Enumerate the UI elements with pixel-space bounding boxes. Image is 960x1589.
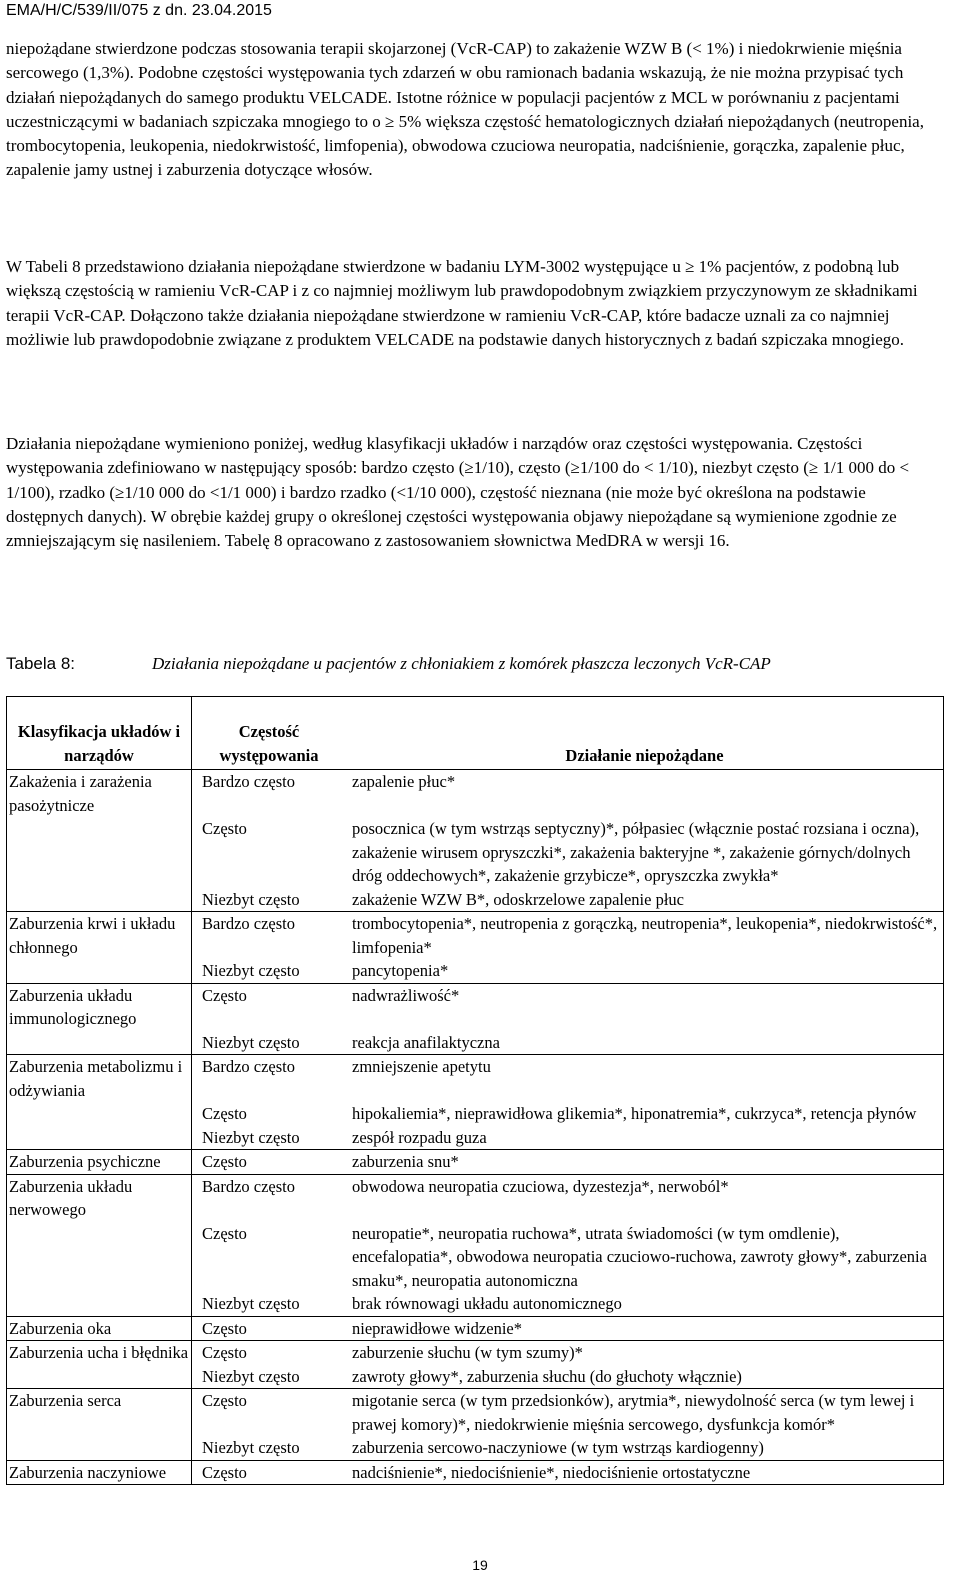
cell-adverse-event: nieprawidłowe widzenie*: [346, 1316, 944, 1341]
cell-frequency: Często: [192, 983, 347, 1031]
cell-adverse-event: brak równowagi układu autonomicznego: [346, 1292, 944, 1316]
table-row: [7, 1292, 944, 1316]
cell-adverse-event: zaburzenie słuchu (w tym szumy)*: [346, 1341, 944, 1365]
table-row: [7, 1341, 944, 1365]
cell-soc: Zaburzenia serca: [7, 1389, 192, 1437]
cell-frequency: Bardzo często: [192, 1174, 347, 1222]
cell-adverse-event: zaburzenia snu*: [346, 1150, 944, 1175]
table-row: [7, 1150, 944, 1175]
cell-soc: Zaburzenia układu immunologicznego: [7, 983, 192, 1031]
paragraph-1: niepożądane stwierdzone podczas stosowania terapii skojarzonej (VcR-CAP) to zakażenie WZW B (< 1%) i niedokrwienie mięśnia sercowego (1,3%). Podobne częstości występowania tych zdarzeń w obu ramionach badania wskazują, że nie można przypisać tych działań niepożądanych do samego produktu VELCADE. Istotne różnice w populacji pacjentów z MCL w porównaniu z pacjentami uczestniczącymi w badaniach szpiczaka mnogiego to o ≥ 5% większa częstość hematologicznych działań niepożądanych (neutropenia, trombocytopenia, leukopenia, niedokrwistość, limfopenia), obwodowa czuciowa neuropatia, nadciśnienie, gorączka, zapalenie płuc, zapalenie jamy ustnej i zaburzenia dotyczące włosów.: [6, 39, 924, 180]
table-row: [7, 1389, 944, 1437]
table-row: [7, 1055, 944, 1103]
cell-frequency: Niezbyt często: [202, 1366, 300, 1386]
cell-adverse-event: nadwrażliwość*: [346, 983, 944, 1031]
cell-soc: [7, 817, 192, 888]
cell-frequency: Niezbyt często: [202, 1032, 300, 1052]
cell-frequency: Niezbyt często: [202, 1294, 300, 1313]
cell-adverse-event: neuropatie*, neuropatia ruchowa*, utrata świadomości (w tym omdlenie), encefalopatia*, obwodowa neuropatia czuciowo-ruchowa, zawroty głowy*, zaburzenia smaku*, neuropatia autonomiczna: [346, 1222, 944, 1293]
table-body: [7, 770, 944, 1485]
cell-frequency: Często: [202, 819, 247, 838]
cell-adverse-event: obwodowa neuropatia czuciowa, dyzestezja*, nerwoból*: [346, 1174, 944, 1222]
cell-frequency: Niezbyt często: [202, 961, 300, 980]
cell-soc: [7, 1436, 192, 1460]
table-row: [7, 1126, 944, 1150]
cell-frequency: Często: [192, 1460, 347, 1485]
table-row: [7, 1365, 944, 1389]
cell-soc: [7, 1126, 192, 1150]
cell-adverse-event: zawroty głowy*, zaburzenia słuchu (do głuchoty włącznie): [346, 1365, 944, 1389]
table-title: Działania niepożądane u pacjentów z chłoniakiem z komórek płaszcza leczonych VcR-CAP: [152, 654, 771, 673]
cell-frequency: Często: [192, 1341, 347, 1365]
table-row: [7, 1436, 944, 1460]
table-row: [7, 912, 944, 960]
paragraph-2: W Tabeli 8 przedstawiono działania niepożądane stwierdzone w badaniu LYM-3002 występujące u ≥ 1% pacjentów, z podobną lub większą częstością w ramieniu VcR-CAP i z co najmniej możliwym lub prawdopodobnym związkiem przyczynowym ze składnikami terapii VcR-CAP. Dołączono także działania niepożądane stwierdzone w ramieniu VcR-CAP, które badacze uznali za co najmniej możliwie lub prawdopodobnie związane z produktem VELCADE na podstawie danych historycznych z badań szpiczaka mnogiego.: [6, 257, 918, 349]
header-soc: Klasyfikacja układów i narządów: [7, 697, 192, 770]
document-header: EMA/H/C/539/II/075 z dn. 23.04.2015: [6, 2, 272, 19]
table-row: [7, 770, 944, 818]
cell-soc: [7, 1292, 192, 1316]
cell-soc: Zaburzenia krwi i układu chłonnego: [7, 912, 192, 960]
cell-soc: Zaburzenia ucha i błędnika: [7, 1341, 192, 1365]
cell-frequency: Niezbyt często: [202, 1127, 300, 1147]
cell-frequency: Niezbyt często: [202, 889, 300, 909]
cell-adverse-event: nadciśnienie*, niedociśnienie*, niedociśnienie ortostatyczne: [346, 1460, 944, 1485]
cell-soc: Zaburzenia psychiczne: [7, 1150, 192, 1175]
cell-frequency: Bardzo często: [192, 770, 347, 818]
cell-adverse-event: zakażenie WZW B*, odoskrzelowe zapalenie płuc: [346, 888, 944, 912]
cell-adverse-event: zapalenie płuc*: [346, 770, 944, 818]
cell-frequency: Bardzo często: [192, 1055, 347, 1103]
cell-frequency: Często: [192, 1389, 347, 1437]
cell-soc: Zaburzenia naczyniowe: [7, 1460, 192, 1485]
table-row: [7, 1031, 944, 1055]
table-row: [7, 959, 944, 983]
table-row: [7, 1102, 944, 1126]
cell-soc: Zaburzenia metabolizmu i odżywiania: [7, 1055, 192, 1103]
cell-adverse-event: posocznica (w tym wstrząs septyczny)*, półpasiec (włącznie postać rozsiana i oczna), zakażenie wirusem opryszczki*, zakażenia bakteryjne *, zakażenie górnych/dolnych dróg oddechowych*, zakażenie grzybicze*, opryszczka zwykła*: [346, 817, 944, 888]
cell-frequency: Często: [192, 1316, 347, 1341]
cell-frequency: Często: [202, 1223, 247, 1243]
cell-soc: [7, 1031, 192, 1055]
cell-soc: Zaburzenia oka: [7, 1316, 192, 1341]
cell-soc: [7, 1365, 192, 1389]
cell-soc: [7, 1102, 192, 1126]
table-header-row: [7, 697, 944, 770]
table-row: [7, 817, 944, 888]
cell-adverse-event: trombocytopenia*, neutropenia z gorączką, neutropenia*, leukopenia*, niedokrwistość*, limfopenia*: [346, 912, 944, 960]
header-adverse-event: Działanie niepożądane: [346, 697, 944, 770]
table-label: Tabela 8:: [6, 654, 75, 673]
cell-frequency: Bardzo często: [192, 912, 347, 960]
cell-adverse-event: zmniejszenie apetytu: [346, 1055, 944, 1103]
cell-soc: [7, 1222, 192, 1293]
cell-frequency: Często: [192, 1150, 347, 1175]
cell-adverse-event: reakcja anafilaktyczna: [346, 1031, 944, 1055]
table-row: [7, 983, 944, 1031]
table-row: [7, 888, 944, 912]
cell-soc: [7, 888, 192, 912]
cell-soc: Zakażenia i zarażenia pasożytnicze: [7, 770, 192, 818]
paragraph-3: Działania niepożądane wymieniono poniżej, według klasyfikacji układów i narządów oraz częstości występowania. Częstości występowania zdefiniowano w następujący sposób: bardzo często (≥1/10), często (≥1/100 do < 1/10), niezbyt często (≥ 1/1 000 do < 1/100), rzadko (≥1/10 000 do <1/1 000) i bardzo rzadko (<1/10 000), częstość nieznana (nie może być określona na podstawie dostępnych danych). W obrębie każdej grupy o określonej częstości występowania objawy niepożądane są wymienione zgodnie ze zmniejszającym się nasileniem. Tabelę 8 opracowano z zastosowaniem słownictwa MedDRA w wersji 16.: [6, 434, 910, 551]
header-frequency: Częstość występowania: [192, 697, 347, 770]
table-row: [7, 1174, 944, 1222]
cell-adverse-event: migotanie serca (w tym przedsionków), arytmia*, niewydolność serca (w tym lewej i prawej komory)*, niedokrwienie mięśnia sercowego, dysfunkcja komór*: [346, 1389, 944, 1437]
cell-adverse-event: zespół rozpadu guza: [346, 1126, 944, 1150]
cell-soc: Zaburzenia układu nerwowego: [7, 1174, 192, 1222]
page-number: 19: [472, 1557, 488, 1573]
table-row: [7, 1316, 944, 1341]
cell-adverse-event: hipokaliemia*, nieprawidłowa glikemia*, hiponatremia*, cukrzyca*, retencja płynów: [346, 1102, 944, 1126]
table-row: [7, 1460, 944, 1485]
table-row: [7, 1222, 944, 1293]
adverse-events-table: [6, 696, 944, 1485]
cell-adverse-event: pancytopenia*: [346, 959, 944, 983]
cell-adverse-event: zaburzenia sercowo-naczyniowe (w tym wstrząs kardiogenny): [346, 1436, 944, 1460]
cell-frequency: Często: [202, 1104, 247, 1123]
cell-frequency: Niezbyt często: [202, 1438, 300, 1457]
cell-soc: [7, 959, 192, 983]
